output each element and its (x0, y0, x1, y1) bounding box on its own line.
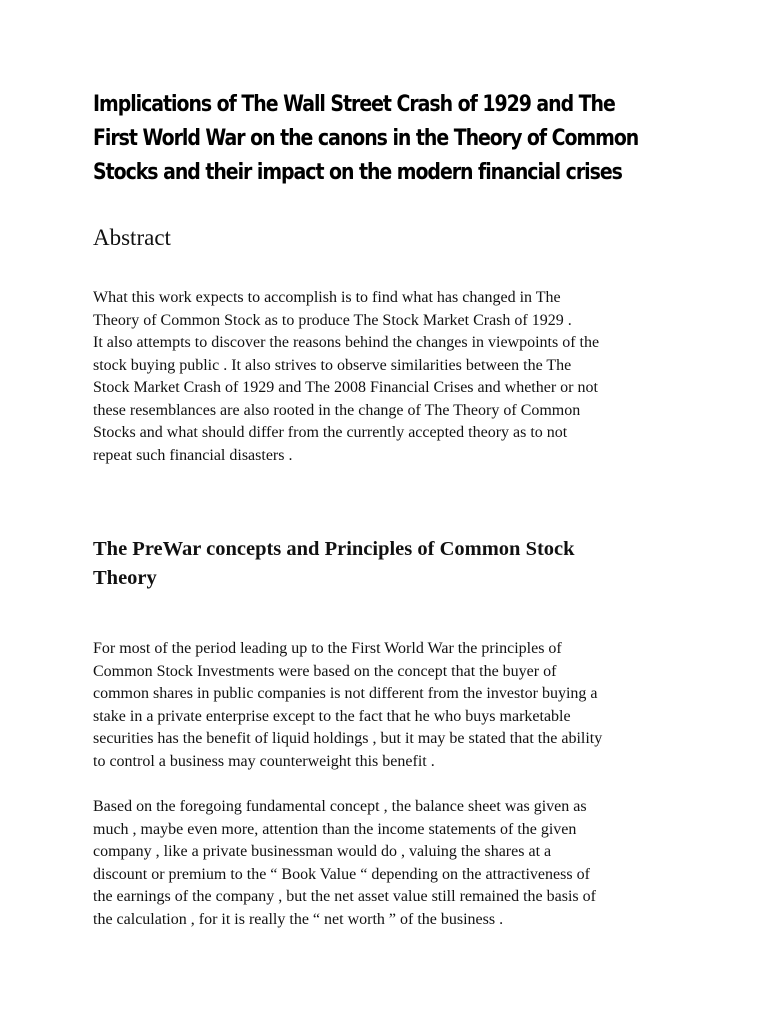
abstract-line: Stock Market Crash of 1929 and The 2008 Financial Crises and whether or not (93, 379, 598, 396)
section-heading-line: The PreWar concepts and Principles of Common Stock (93, 538, 575, 560)
paragraph-line: stake in a private enterprise except to the fact that he who buys marketable (93, 707, 571, 725)
paragraph-line: For most of the period leading up to the First World War the principles of (93, 640, 562, 657)
paragraph-line: to control a business may counterweight this benefit . (93, 752, 435, 770)
abstract-line: Theory of Common Stock as to produce The Stock Market Crash of 1929 . (93, 311, 572, 329)
title-line: First World War on the canons in the Theory of Common (93, 126, 639, 151)
section-heading-line: Theory (93, 567, 157, 589)
body-paragraph-2 (93, 796, 673, 931)
paragraph-line: discount or premium to the “ Book Value “ depending on the attractiveness of (93, 865, 590, 883)
title-line: Stocks and their impact on the modern financial crises (93, 160, 622, 185)
abstract-paragraph (93, 287, 673, 467)
body-paragraph-1 (93, 638, 673, 773)
abstract-heading: Abstract (93, 225, 171, 250)
paragraph-line: Common Stock Investments were based on the concept that the buyer of (93, 662, 557, 680)
paragraph-line: common shares in public companies is not different from the investor buying a (93, 685, 598, 702)
section-heading (93, 535, 693, 593)
paragraph-line: the earnings of the company , but the net asset value still remained the basis of (93, 888, 596, 905)
paragraph-line: securities has the benefit of liquid holdings , but it may be stated that the ability (93, 730, 603, 747)
abstract-line: stock buying public . It also strives to observe similarities between the The (93, 356, 572, 374)
abstract-line: Stocks and what should differ from the currently accepted theory as to not (93, 424, 568, 441)
paragraph-line: much , maybe even more, attention than the income statements of the given (93, 820, 577, 838)
paragraph-line: company , like a private businessman would do , valuing the shares at a (93, 843, 552, 860)
title-line: Implications of The Wall Street Crash of 1929 and The (93, 92, 615, 117)
abstract-line: What this work expects to accomplish is to find what has changed in The (93, 289, 561, 306)
paragraph-line: Based on the foregoing fundamental concept , the balance sheet was given as (93, 798, 587, 815)
abstract-line: repeat such financial disasters . (93, 446, 293, 464)
paragraph-line: the calculation , for it is really the “ net worth ” of the business . (93, 910, 504, 928)
abstract-line: these resemblances are also rooted in the change of The Theory of Common (93, 401, 581, 419)
document-title (93, 88, 639, 190)
abstract-line: It also attempts to discover the reasons behind the changes in viewpoints of the (93, 334, 600, 351)
